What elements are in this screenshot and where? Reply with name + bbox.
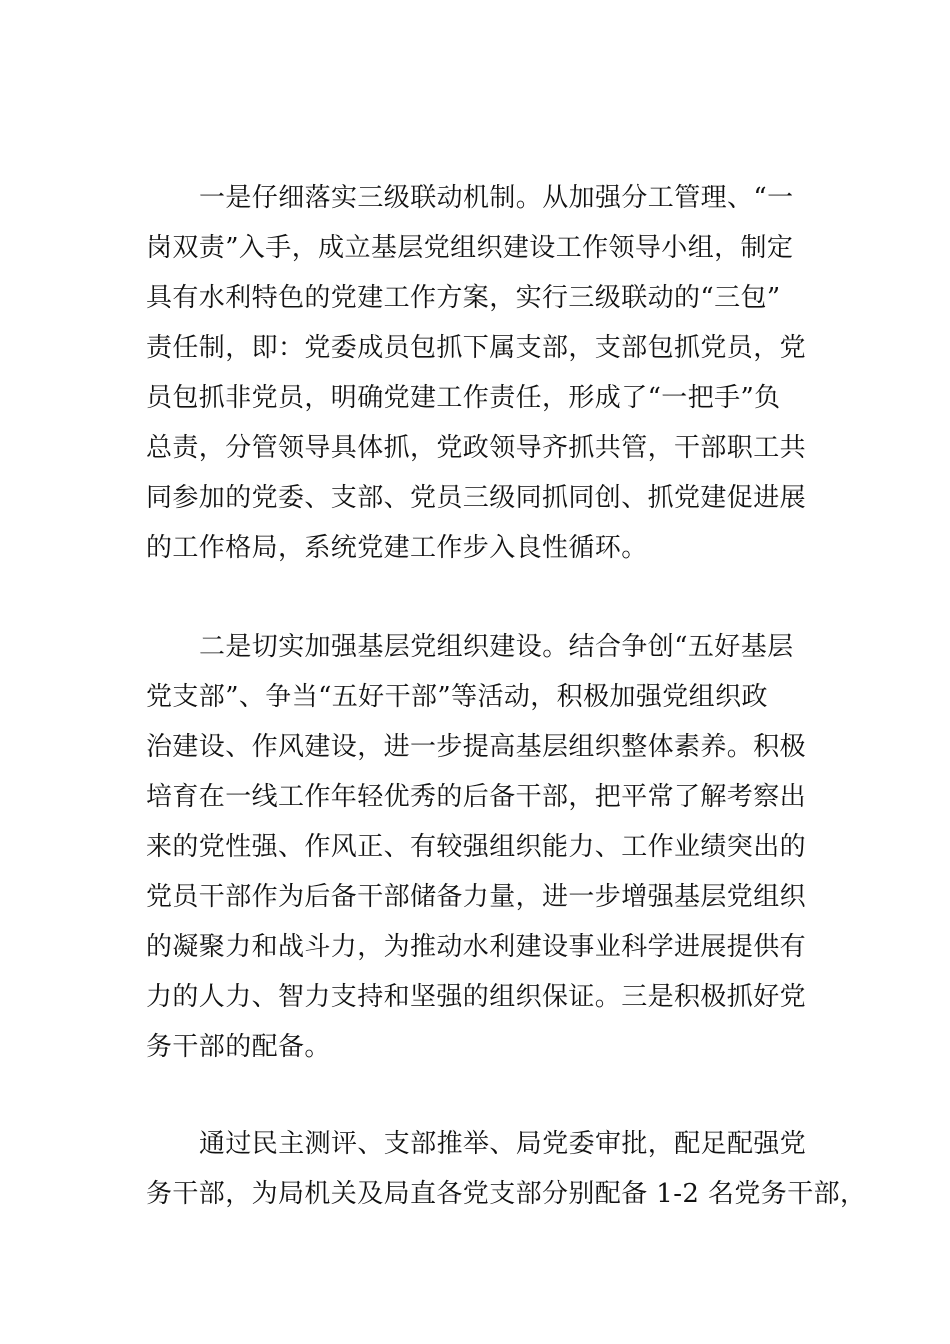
paragraph-line: 务干部的配备。 bbox=[146, 1032, 331, 1062]
paragraph-line: 党支部”、争当“五好干部”等活动，积极加强党组织政 bbox=[146, 682, 768, 712]
paragraph-1 bbox=[146, 173, 808, 573]
paragraph-line: 同参加的党委、支部、党员三级同抓同创、抓党建促进展 bbox=[146, 483, 807, 513]
paragraph-line: 总责，分管领导具体抓，党政领导齐抓共管，干部职工共 bbox=[146, 433, 807, 463]
paragraph-line: 通过民主测评、支部推举、局党委审批，配足配强党 bbox=[199, 1129, 807, 1159]
paragraph-line: 培育在一线工作年轻优秀的后备干部，把平常了解考察出 bbox=[146, 782, 807, 812]
paragraph-line: 具有水利特色的党建工作方案，实行三级联动的“三包” bbox=[146, 283, 781, 313]
paragraph-line: 力的人力、智力支持和坚强的组织保证。三是积极抓好党 bbox=[146, 982, 807, 1012]
paragraph-line: 党员干部作为后备干部储备力量，进一步增强基层党组织 bbox=[146, 882, 807, 912]
paragraph-line: 的凝聚力和战斗力，为推动水利建设事业科学进展提供有 bbox=[146, 932, 807, 962]
paragraph-line: 来的党性强、作风正、有较强组织能力、工作业绩突出的 bbox=[146, 832, 807, 862]
paragraph-line: 务干部，为局机关及局直各党支部分别配备 1-2 名党务干部， bbox=[146, 1179, 867, 1209]
paragraph-2 bbox=[146, 622, 808, 1072]
paragraph-line: 的工作格局，系统党建工作步入良性循环。 bbox=[146, 533, 648, 563]
paragraph-line: 责任制，即：党委成员包抓下属支部，支部包抓党员，党 bbox=[146, 333, 807, 363]
paragraph-line: 一是仔细落实三级联动机制。从加强分工管理、“一 bbox=[199, 183, 794, 213]
paragraph-line: 治建设、作风建设，进一步提高基层组织整体素养。积极 bbox=[146, 732, 807, 762]
paragraph-line: 岗双责”入手，成立基层党组织建设工作领导小组，制定 bbox=[146, 233, 794, 263]
paragraph-line: 员包抓非党员，明确党建工作责任，形成了“一把手”负 bbox=[146, 383, 781, 413]
paragraph-line: 二是切实加强基层党组织建设。结合争创“五好基层 bbox=[199, 632, 794, 662]
paragraph-3 bbox=[146, 1119, 867, 1219]
